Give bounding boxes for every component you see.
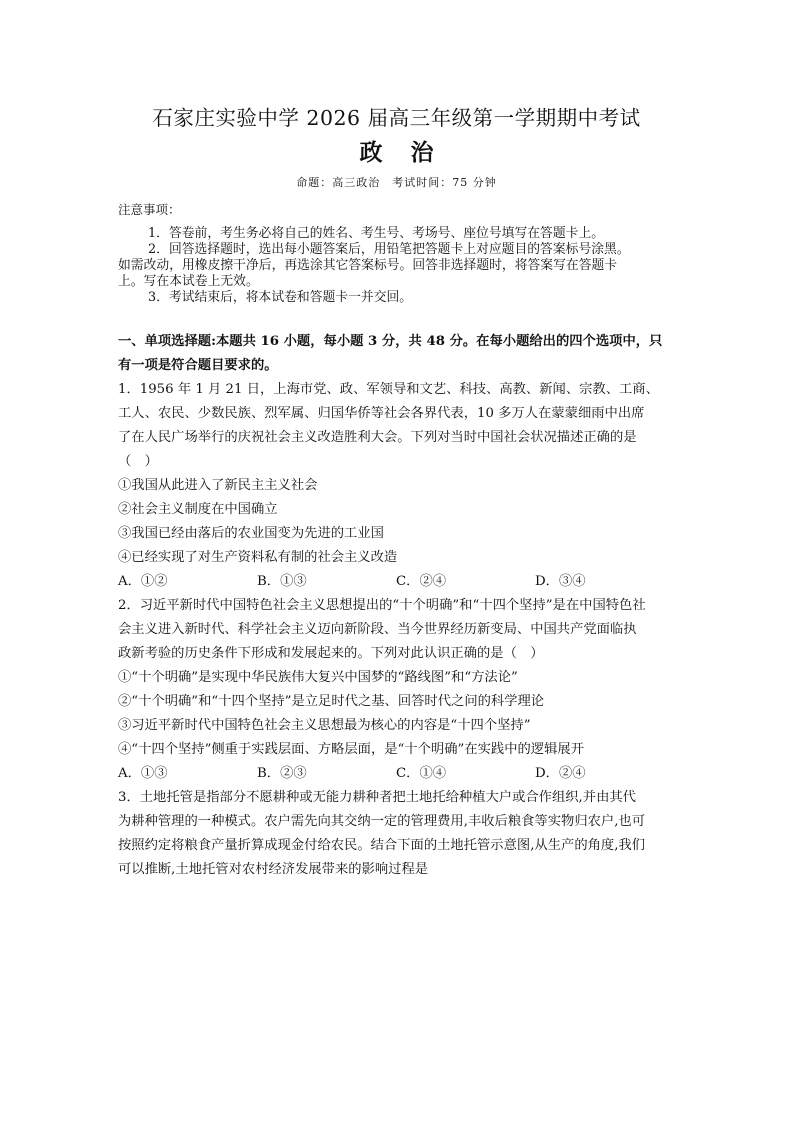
exam-subject: 政 治 xyxy=(359,139,444,166)
option-a: A．①② xyxy=(118,574,168,589)
question-2-stem: 政新考验的历史条件下形成和发展起来的。下列对此认识正确的是（ ） xyxy=(118,646,544,661)
question-2-stem: 会主义进入新时代、科学社会主义迈向新阶段、当今世界经历新变局、中国共产党面临执 xyxy=(118,622,637,637)
question-2-item: ①“十个明确”是实现中华民族伟大复兴中国梦的“路线图”和“方法论” xyxy=(118,670,518,685)
question-1-stem: 了在人民广场举行的庆祝社会主义改造胜利大会。下列对当时中国社会状况描述正确的是 xyxy=(118,430,637,445)
question-2-stem: 2．习近平新时代中国特色社会主义思想提出的“十个明确”和“十四个坚持”是在中国特色社 xyxy=(118,598,646,613)
option-d: D．②④ xyxy=(535,766,586,781)
notice-item: 1．答卷前，考生务必将自己的姓名、考生号、考场号、座位号填写在答题卡上。 xyxy=(148,226,605,241)
question-1-stem: 工人、农民、少数民族、烈军属、归国华侨等社会各界代表，10 多万人在蒙蒙细雨中出席 xyxy=(118,406,645,421)
question-3-stem: 可以推断,土地托管对农村经济发展带来的影响过程是 xyxy=(118,862,429,877)
question-2-options xyxy=(118,762,678,786)
option-b: B．②③ xyxy=(257,766,307,781)
question-2-item: ③习近平新时代中国特色社会主义思想最为核心的内容是“十四个坚持” xyxy=(118,718,531,733)
question-1-item: ②社会主义制度在中国确立 xyxy=(118,502,278,517)
question-3-stem: 3．土地托管是指部分不愿耕种或无能力耕种者把土地托给种植大户或合作组织,并由其代 xyxy=(118,790,636,805)
question-1-options xyxy=(118,570,678,594)
question-1-item: ④已经实现了对生产资料私有制的社会主义改造 xyxy=(118,550,398,565)
notice-item: 2．回答选择题时，选出每小题答案后，用铅笔把答题卡上对应题目的答案标号涂黑。 xyxy=(148,242,630,257)
question-3-stem: 按照约定将粮食产量折算成现金付给农民。结合下面的土地托管示意图,从生产的角度,我们 xyxy=(118,838,646,853)
question-2-item: ④“十四个坚持”侧重于实践层面、方略层面，是“十个明确”在实践中的逻辑展开 xyxy=(118,742,584,757)
section-heading: 一、单项选择题:本题共 16 小题，每小题 3 分，共 48 分。在每小题给出的四个选项中，只 xyxy=(118,334,663,349)
questions-body xyxy=(118,330,678,882)
question-2-item: ②“十个明确”和“十四个坚持”是立足时代之基、回答时代之问的科学理论 xyxy=(118,694,545,709)
option-c: C．①④ xyxy=(396,766,447,781)
option-d: D．③④ xyxy=(535,574,586,589)
notice-heading: 注意事项： xyxy=(118,202,181,217)
question-1-stem: （ ） xyxy=(118,454,158,469)
question-1-stem: 1．1956 年 1 月 21 日，上海市党、政、军领导和文艺、科技、高教、新闻、宗教、工商、 xyxy=(118,382,659,397)
exam-meta: 命题：高三政治 考试时间：75 分钟 xyxy=(296,176,497,189)
question-3-stem: 为耕种管理的一种模式。农户需先向其交纳一定的管理费用,丰收后粮食等实物归农户,也可 xyxy=(118,814,646,829)
section-heading-cont: 有一项是符合题目要求的。 xyxy=(118,358,278,373)
notice-item: 上。写在本试卷上无效。 xyxy=(118,274,259,289)
notice-item: 3．考试结束后，将本试卷和答题卡一并交回。 xyxy=(148,290,413,305)
notice-item: 如需改动，用橡皮擦干净后，再选涂其它答案标号。回答非选择题时，将答案写在答题卡 xyxy=(118,258,618,273)
notice-list xyxy=(118,226,674,306)
question-1-item: ③我国已经由落后的农业国变为先进的工业国 xyxy=(118,526,384,541)
option-a: A．①③ xyxy=(118,766,168,781)
question-1-item: ①我国从此进入了新民主主义社会 xyxy=(118,478,318,493)
exam-title: 石家庄实验中学 2026 届高三年级第一学期期中考试 xyxy=(152,106,641,130)
option-c: C．②④ xyxy=(396,574,447,589)
option-b: B．①③ xyxy=(257,574,307,589)
